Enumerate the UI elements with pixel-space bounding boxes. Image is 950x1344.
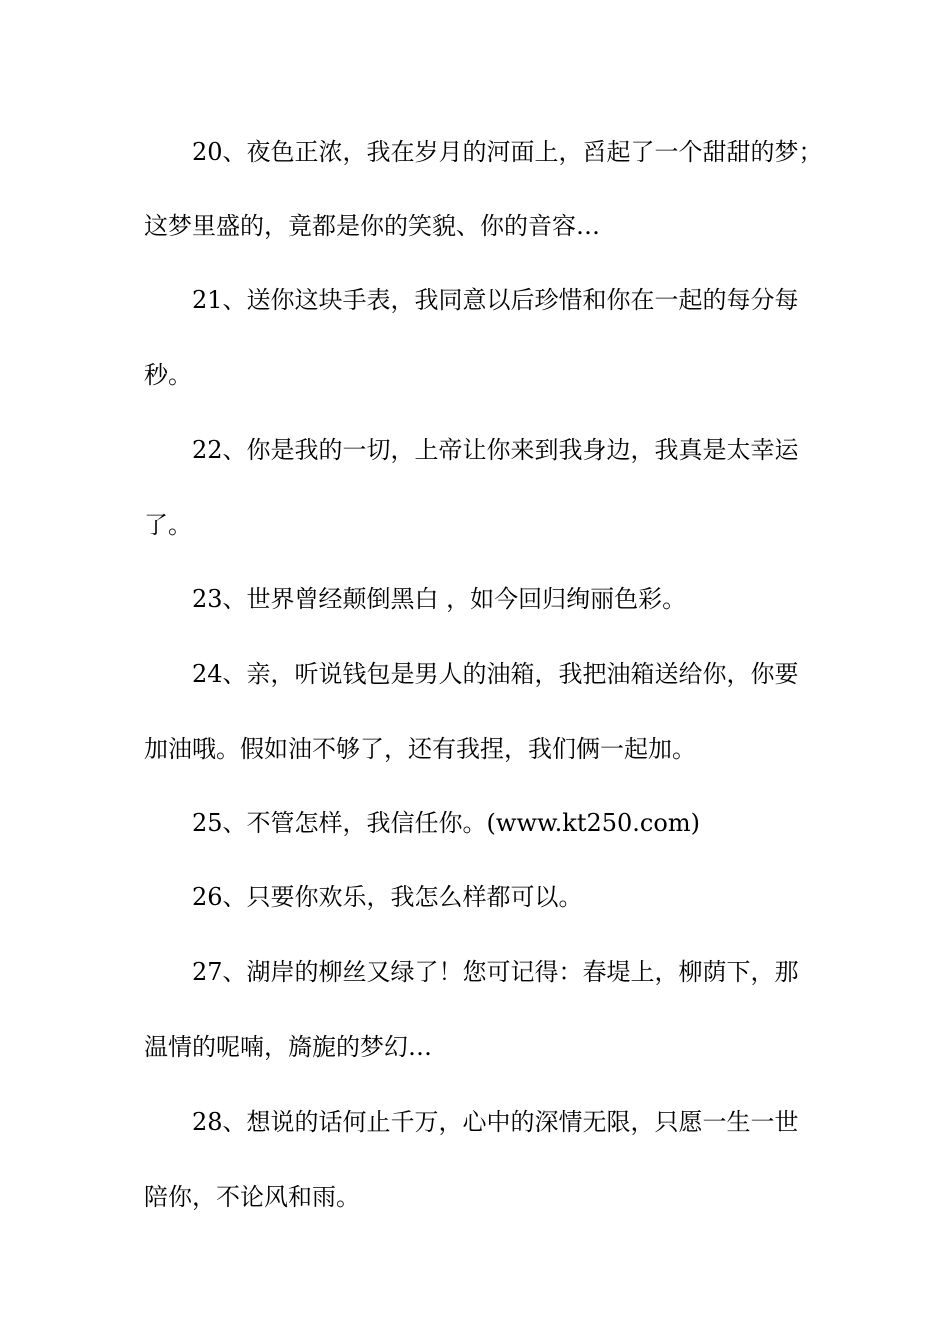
paragraph-27-line-1: 27、湖岸的柳丝又绿了！您可记得：春堤上，柳荫下，那: [192, 958, 799, 986]
paragraph-23-line-1: 23、世界曾经颠倒黑白 ，如今回归绚丽色彩。: [192, 585, 687, 613]
paragraph-27-line-2: 温情的呢喃，旖旎的梦幻…: [144, 1033, 432, 1061]
paragraph-28-line-1: 28、想说的话何止千万，心中的深情无限，只愿一生一世: [192, 1108, 799, 1136]
paragraph-20-line-1: 20、夜色正浓，我在岁月的河面上，舀起了一个甜甜的梦；: [192, 138, 823, 166]
paragraph-24-line-2: 加油哦。假如油不够了，还有我捏，我们俩一起加。: [144, 735, 696, 763]
paragraph-24-line-1: 24、亲，听说钱包是男人的油箱，我把油箱送给你，你要: [192, 660, 799, 688]
paragraph-21-line-2: 秒。: [144, 361, 192, 389]
paragraph-22-line-2: 了。: [144, 511, 192, 539]
paragraph-25-line-1: 25、不管怎样，我信任你。(www.kt250.com): [192, 809, 700, 837]
paragraph-22-line-1: 22、你是我的一切，上帝让你来到我身边，我真是太幸运: [192, 436, 799, 464]
paragraph-28-line-2: 陪你，不论风和雨。: [144, 1183, 360, 1211]
paragraph-20-line-2: 这梦里盛的，竟都是你的笑貌、你的音容…: [144, 212, 600, 240]
paragraph-21-line-1: 21、送你这块手表，我同意以后珍惜和你在一起的每分每: [192, 286, 799, 314]
paragraph-26-line-1: 26、只要你欢乐，我怎么样都可以。: [192, 883, 583, 911]
